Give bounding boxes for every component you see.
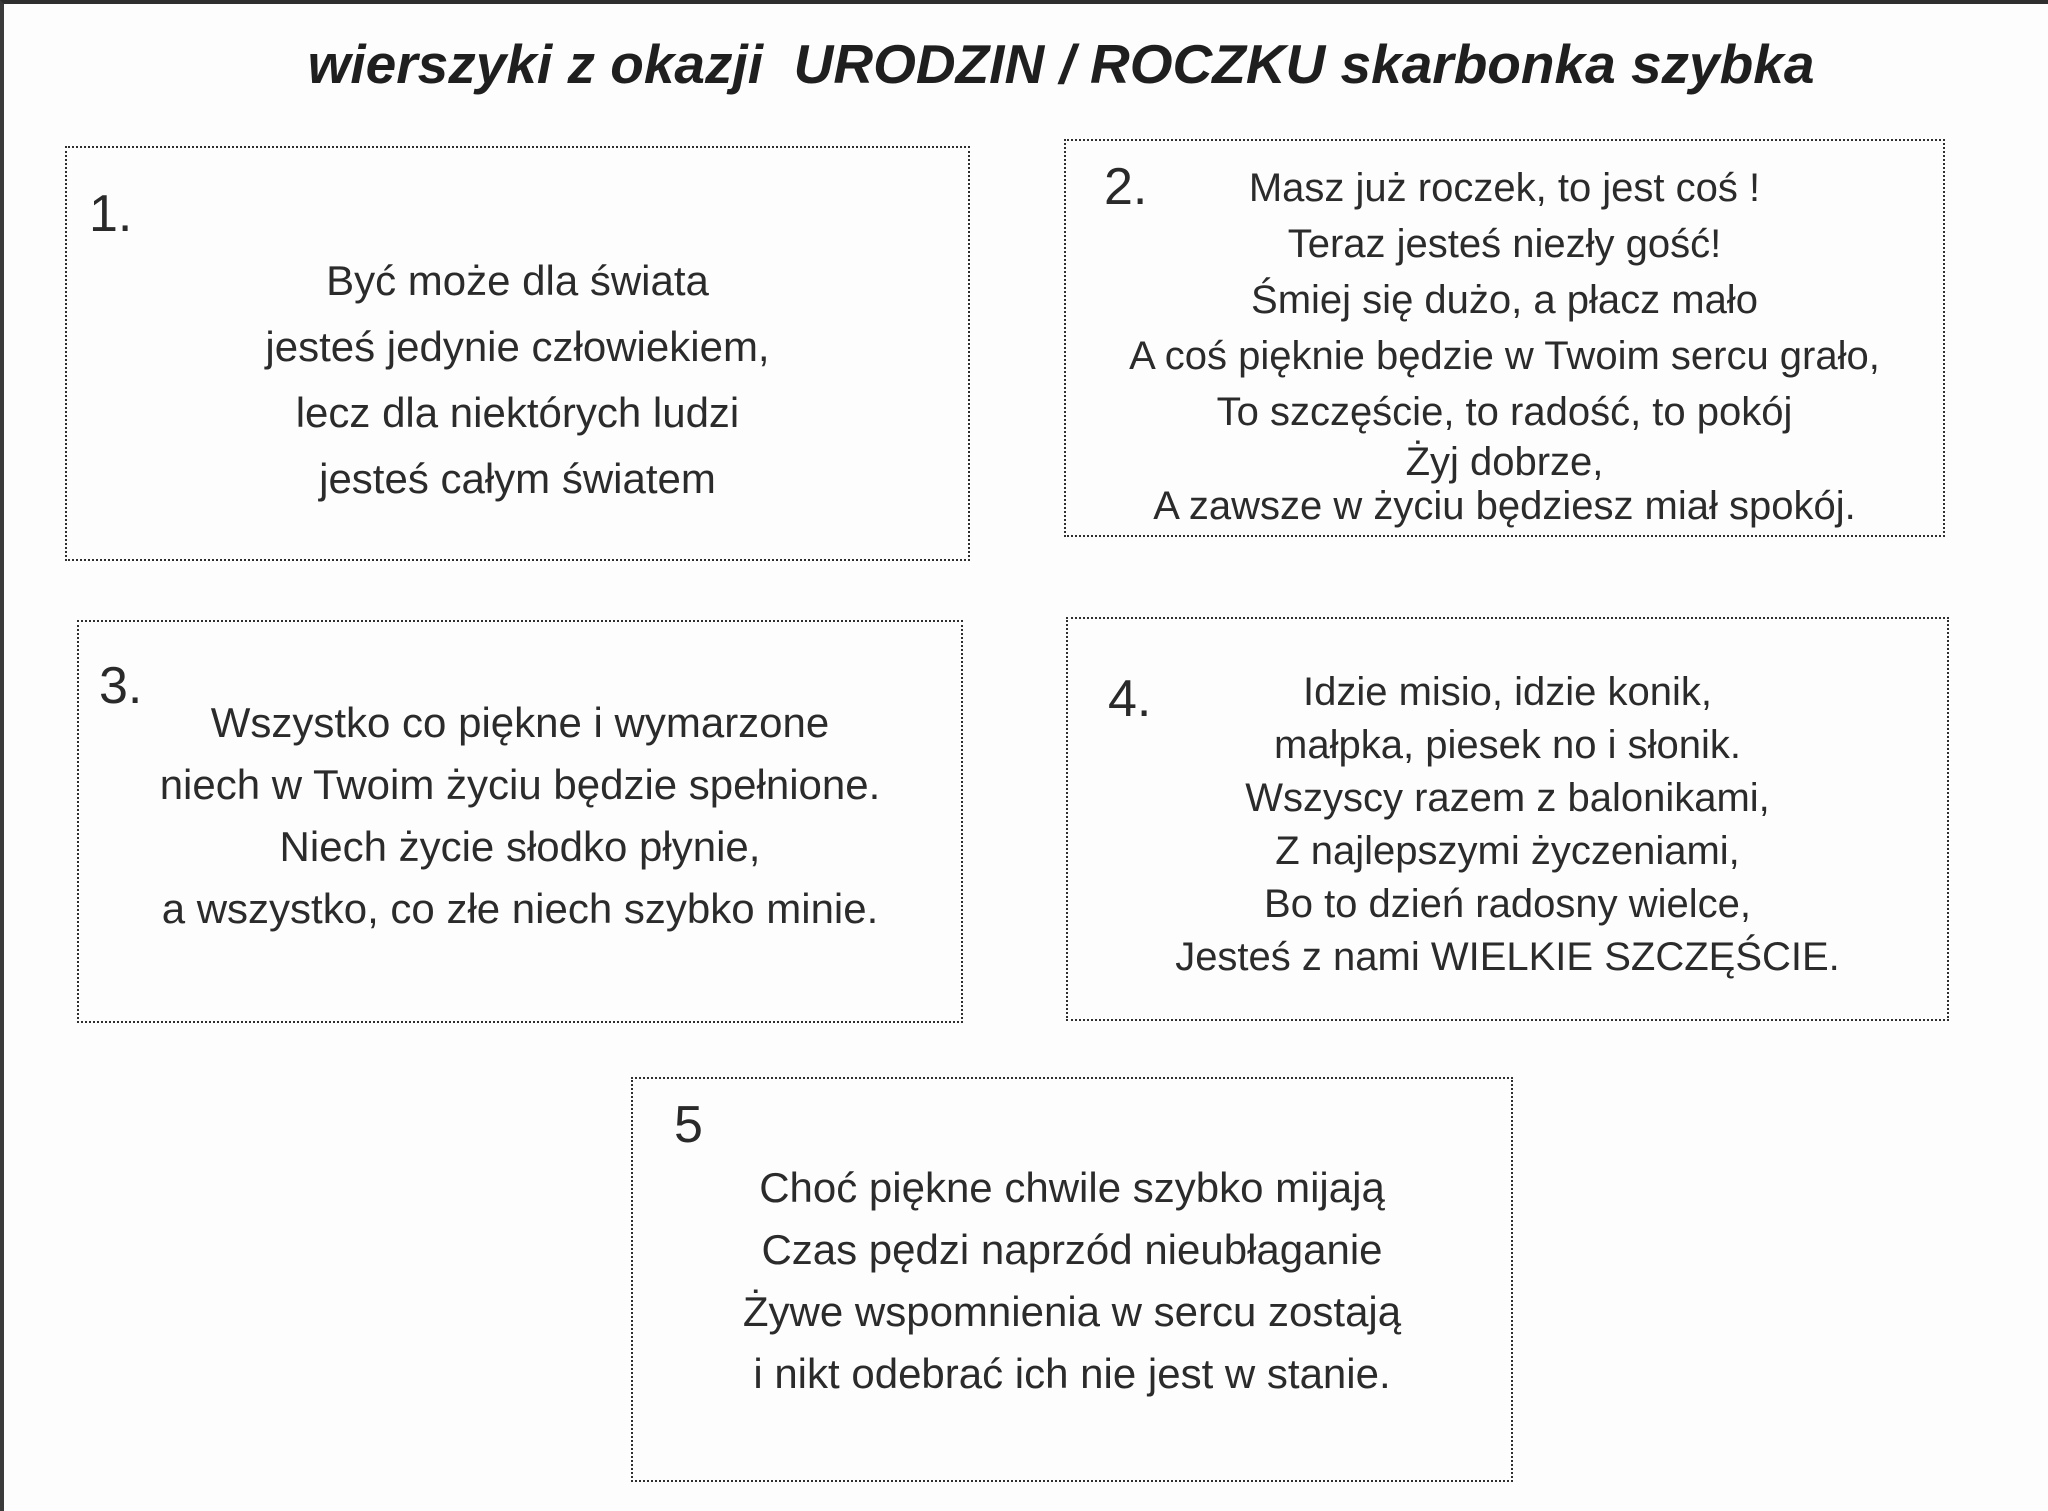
poem-line: Z najlepszymi życzeniami, — [1275, 829, 1740, 873]
poem-line: Niech życie słodko płynie, — [279, 823, 761, 870]
poem-line: Jesteś z nami WIELKIE SZCZĘŚCIE. — [1175, 935, 1840, 979]
poem-box-1 — [65, 146, 970, 561]
poem-line: lecz dla niektórych ludzi — [295, 389, 740, 436]
poem-number: 5 — [674, 1096, 703, 1154]
poem-line: a wszystko, co złe niech szybko minie. — [161, 885, 879, 932]
poem-text — [1068, 666, 1947, 984]
poem-text — [1066, 160, 1943, 528]
poem-line: Idzie misio, idzie konik, — [1302, 670, 1713, 714]
poem-number: 1. — [89, 185, 133, 243]
poem-line: i nikt odebrać ich nie jest w stanie. — [753, 1350, 1391, 1397]
poem-text — [79, 692, 961, 940]
poem-text — [67, 248, 968, 512]
poem-text — [633, 1157, 1511, 1405]
poem-line: Czas pędzi naprzód nieubłaganie — [761, 1226, 1383, 1273]
poem-line: jesteś całym światem — [319, 455, 716, 502]
poem-number: 4. — [1108, 670, 1152, 728]
poem-line: Żyj dobrze, — [1405, 440, 1604, 484]
poem-line: A coś pięknie będzie w Twoim sercu grało, — [1129, 334, 1880, 378]
poem-line: niech w Twoim życiu będzie spełnione. — [159, 761, 881, 808]
poem-line: To szczęście, to radość, to pokój — [1216, 390, 1793, 434]
poem-box-5 — [631, 1077, 1513, 1482]
poem-box-3 — [77, 620, 963, 1023]
page-title: wierszyki z okazji URODZIN / ROCZKU skarbonka szybka — [307, 33, 1815, 95]
poem-number: 3. — [99, 657, 143, 715]
poem-line: Choć piękne chwile szybko mijają — [759, 1164, 1385, 1211]
poem-line: Masz już roczek, to jest coś ! — [1248, 166, 1761, 210]
poem-line: małpka, piesek no i słonik. — [1274, 723, 1741, 767]
poem-box-2 — [1064, 139, 1945, 537]
poem-line: Wszystko co piękne i wymarzone — [210, 699, 830, 746]
poem-line: Być może dla świata — [326, 257, 709, 304]
poem-line: Żywe wspomnienia w sercu zostają — [742, 1288, 1402, 1335]
poem-box-4 — [1066, 617, 1949, 1021]
poem-number: 2. — [1104, 158, 1148, 216]
poem-line: A zawsze w życiu będziesz miał spokój. — [1153, 484, 1856, 528]
poem-line: jesteś jedynie człowiekiem, — [265, 323, 770, 370]
poem-line: Bo to dzień radosny wielce, — [1264, 882, 1751, 926]
poem-line: Wszyscy razem z balonikami, — [1245, 776, 1770, 820]
poem-line: Śmiej się dużo, a płacz mało — [1251, 278, 1758, 322]
poem-line: Teraz jesteś niezły gość! — [1287, 222, 1722, 266]
